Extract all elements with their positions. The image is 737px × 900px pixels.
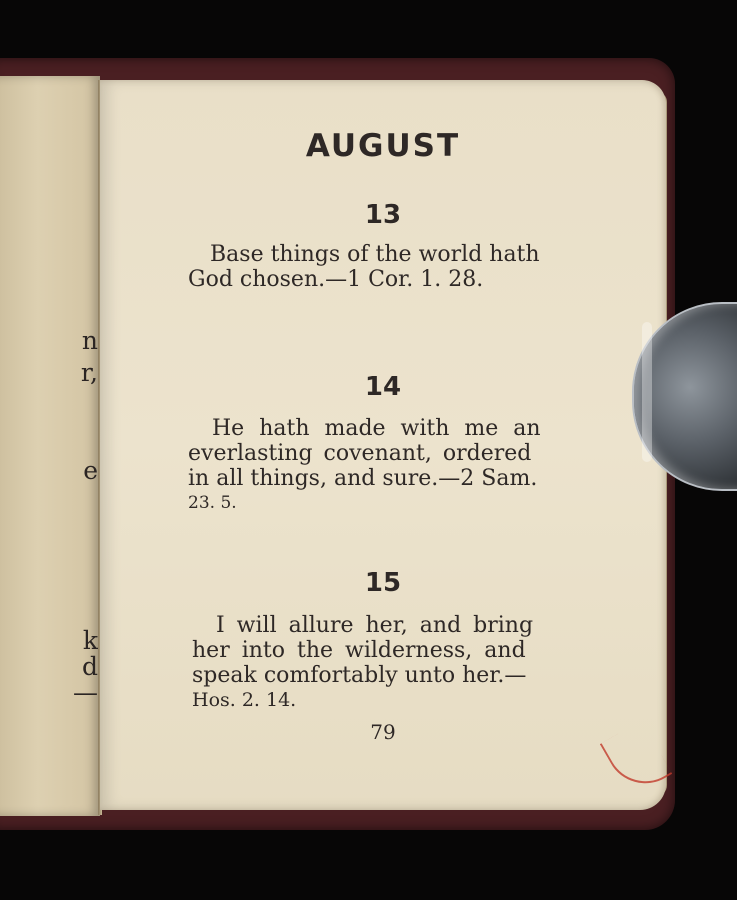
verse-line: in all things, and sure.—2 Sam.: [188, 466, 538, 491]
verse-line: I will allure her, and bring: [216, 613, 534, 638]
verse-text: [188, 416, 588, 516]
verse-line: 23. 5.: [188, 493, 237, 513]
verse-line: her into the wilderness, and: [192, 638, 526, 663]
verse-line: Hos. 2. 14.: [192, 689, 297, 711]
right-page: [100, 80, 666, 810]
left-page-fragment: k: [82, 626, 98, 655]
left-page-fragment: r,: [80, 358, 98, 387]
left-page-fragment: e: [83, 456, 98, 485]
page-number: 79: [370, 720, 396, 744]
verse-text: [192, 613, 592, 713]
verse-line: Base things of the world hath: [210, 242, 540, 267]
left-page-fragment: d: [81, 652, 98, 681]
left-page-fragment: —: [73, 678, 98, 707]
day-number: 14: [364, 372, 402, 402]
left-page-fragment: n: [81, 326, 98, 355]
left-page: [0, 76, 100, 816]
verse-line: He hath made with me an: [212, 416, 541, 441]
day-number: 15: [364, 568, 402, 598]
day-number: 13: [364, 200, 402, 230]
verse-line: everlasting covenant, ordered: [188, 441, 532, 466]
verse-line: speak comfortably unto her.—: [192, 663, 527, 688]
verse-text: [188, 242, 583, 292]
verse-line: God chosen.—1 Cor. 1. 28.: [188, 267, 484, 292]
clip-highlight: [642, 322, 652, 462]
month-heading: AUGUST: [305, 128, 461, 164]
